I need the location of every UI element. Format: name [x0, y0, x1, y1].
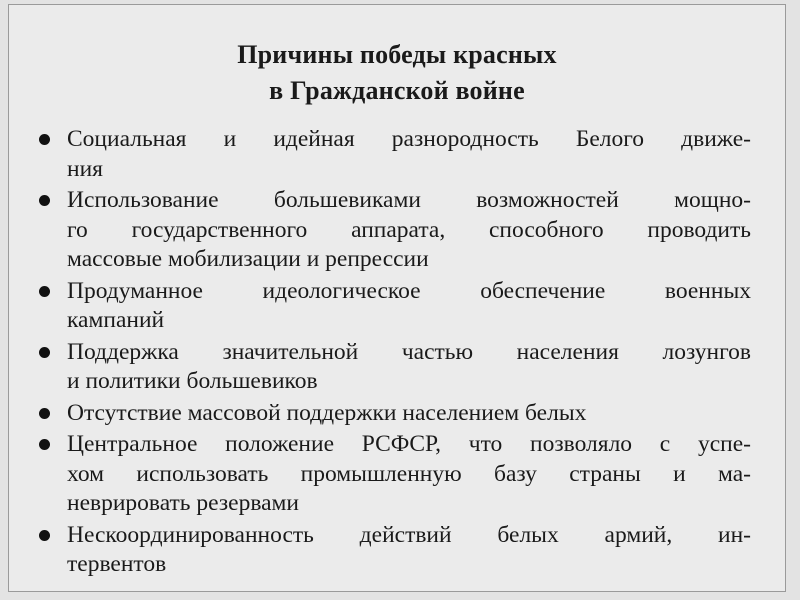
bullet-icon [39, 439, 50, 450]
list-item [39, 338, 751, 397]
list-item-text: Использование большевиками возможностей мощно- [67, 187, 751, 213]
list-item [39, 277, 751, 336]
list-item-text: Отсутствие массовой поддержки населением белых [67, 399, 587, 426]
list-item-text: кампаний [67, 307, 165, 333]
list-item-text: тервентов [67, 551, 167, 577]
bullet-icon [39, 286, 50, 297]
list-item-text: го государственного аппарата, способного проводить [67, 216, 751, 243]
bullet-icon [39, 195, 50, 206]
list-item-text: ния [67, 155, 103, 182]
page-title [9, 37, 785, 109]
list-item-text: Поддержка значительной частью населения лозунгов [67, 338, 751, 365]
title-line-1: Причины победы красных [237, 40, 557, 69]
list-item-text: массовые мобилизации и репрессии [67, 246, 429, 272]
list-item [39, 125, 751, 184]
bullet-icon [39, 408, 50, 419]
list-item [39, 430, 751, 519]
bullet-icon [39, 347, 50, 358]
list-item [39, 186, 751, 275]
list-item-text: Продуманное идеологическое обеспечение военных [67, 277, 751, 304]
title-line-2: в Гражданской войне [269, 76, 525, 105]
list-item-text: неврировать резервами [67, 490, 299, 516]
list-item-text: Центральное положение РСФСР, что позволяло с успе- [67, 431, 751, 457]
reasons-list [9, 125, 785, 580]
document-page [8, 4, 786, 592]
list-item-text: хом использовать промышленную базу страны и ма- [67, 460, 751, 487]
list-item-text: Нескоординированность действий белых армий, ин- [67, 521, 751, 548]
bullet-icon [39, 134, 50, 145]
list-item-text: и политики большевиков [67, 368, 318, 394]
list-item-text: Социальная и идейная разнородность Белого движе- [67, 126, 751, 152]
list-item [39, 521, 751, 580]
list-item [39, 399, 751, 429]
bullet-icon [39, 530, 50, 541]
